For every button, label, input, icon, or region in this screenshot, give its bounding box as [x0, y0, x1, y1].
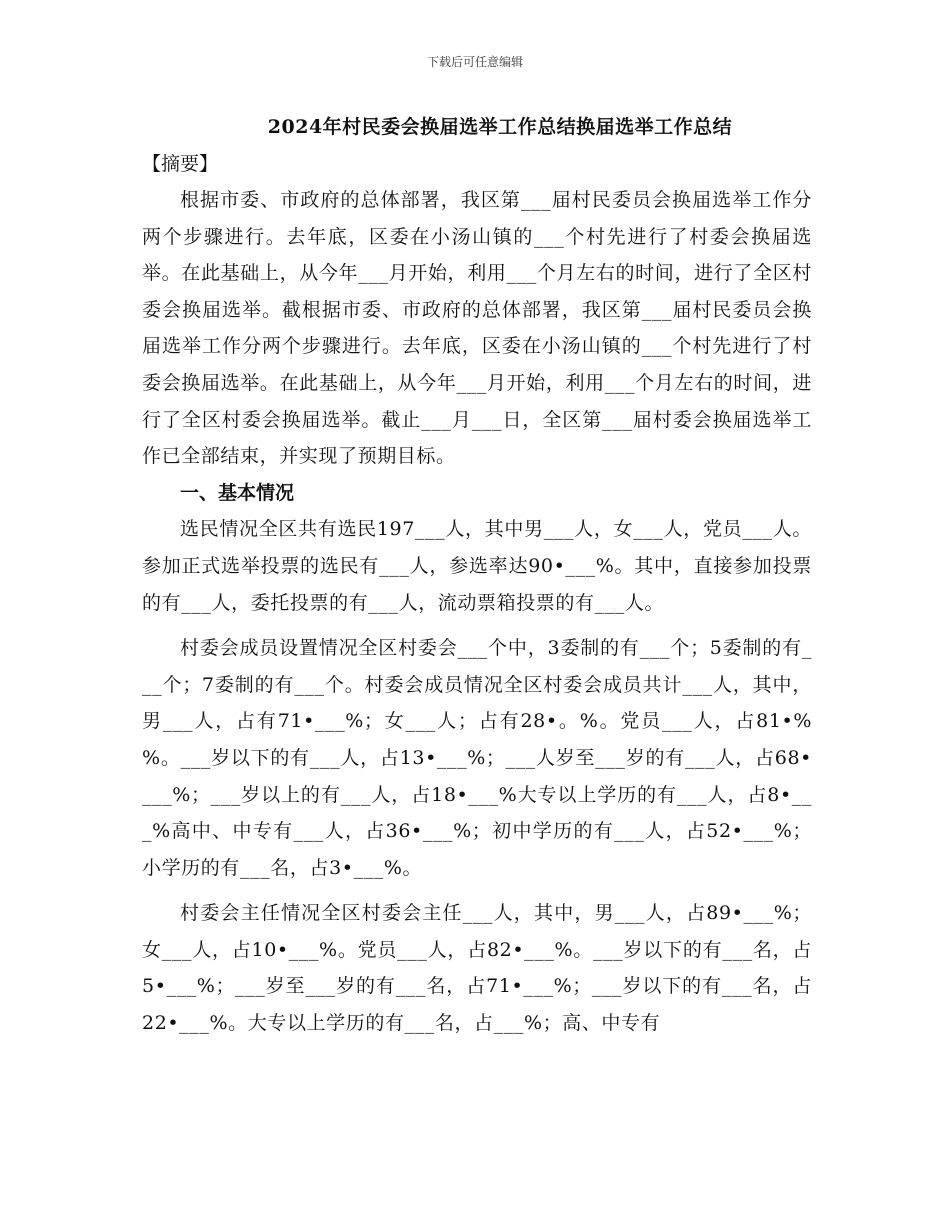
voters-paragraph: 选民情况全区共有选民197___人，其中男___人，女___人，党员___人。参加正式选举投票的选民有___人，参选率达90•___%。其中，直接参加投票的有___人，委托投票的有___人，流动票箱投票的有___人。 — [142, 518, 812, 614]
paragraph-spacer — [142, 886, 812, 895]
abstract-paragraph: 根据市委、市政府的总体部署，我区第___届村民委员会换届选举工作分两个步骤进行。去年底，区委在小汤山镇的___个村先进行了村委会换届选举。在此基础上，从今年___月开始，利用___个月左右的时间，进行了全区村委会换届选举。截根据市委、市政府的总体部署，我区第___届村民委员会换届选举工作分两个步骤进行。去年底，区委在小汤山镇的___个村先进行了村委会换届选举。在此基础上，从今年___月开始，利用___个月左右的时间，进行了全区村委会换届选举。截止___月___日，全区第___届村委会换届选举工作已全部结束，并实现了预期目标。 — [142, 189, 812, 468]
abstract-label: 【摘要】 — [142, 153, 219, 175]
document-title: 2024年村民委会换届选举工作总结换届选举工作总结 — [267, 116, 733, 138]
paragraph-spacer — [142, 621, 812, 630]
committee-members-paragraph: 村委会成员设置情况全区村委会___个中，3委制的有___个；5委制的有___个；7委制的有___个。村委会成员情况全区村委会成员共计___人，其中，男___人，占有71•___%；女___人；占有28•。%。党员___人，占81•%%。___岁以下的有___人，占13•___%；___人岁至___岁的有___人，占68•___%；___岁以上的有___人，占18•___%大专以上学历的有___人，占8•___%高中、中专有___人，占36•___%；初中学历的有___人，占52•___%；小学历的有___名，占3•___%。 — [142, 637, 812, 879]
committee-directors-paragraph: 村委会主任情况全区村委会主任___人，其中，男___人，占89•___%；女___人，占10•___%。党员___人，占82•___%。___岁以下的有___名，占5•___%；___岁至___岁的有___名，占71•___%；___岁以下的有___名，占22•___%。大专以上学历的有___名，占___%；高、中专有 — [142, 902, 812, 1035]
page-header-note: 下载后可任意编辑 — [426, 55, 523, 69]
document-body — [142, 146, 812, 1042]
section-heading-basic-situation: 一、基本情况 — [180, 481, 295, 504]
